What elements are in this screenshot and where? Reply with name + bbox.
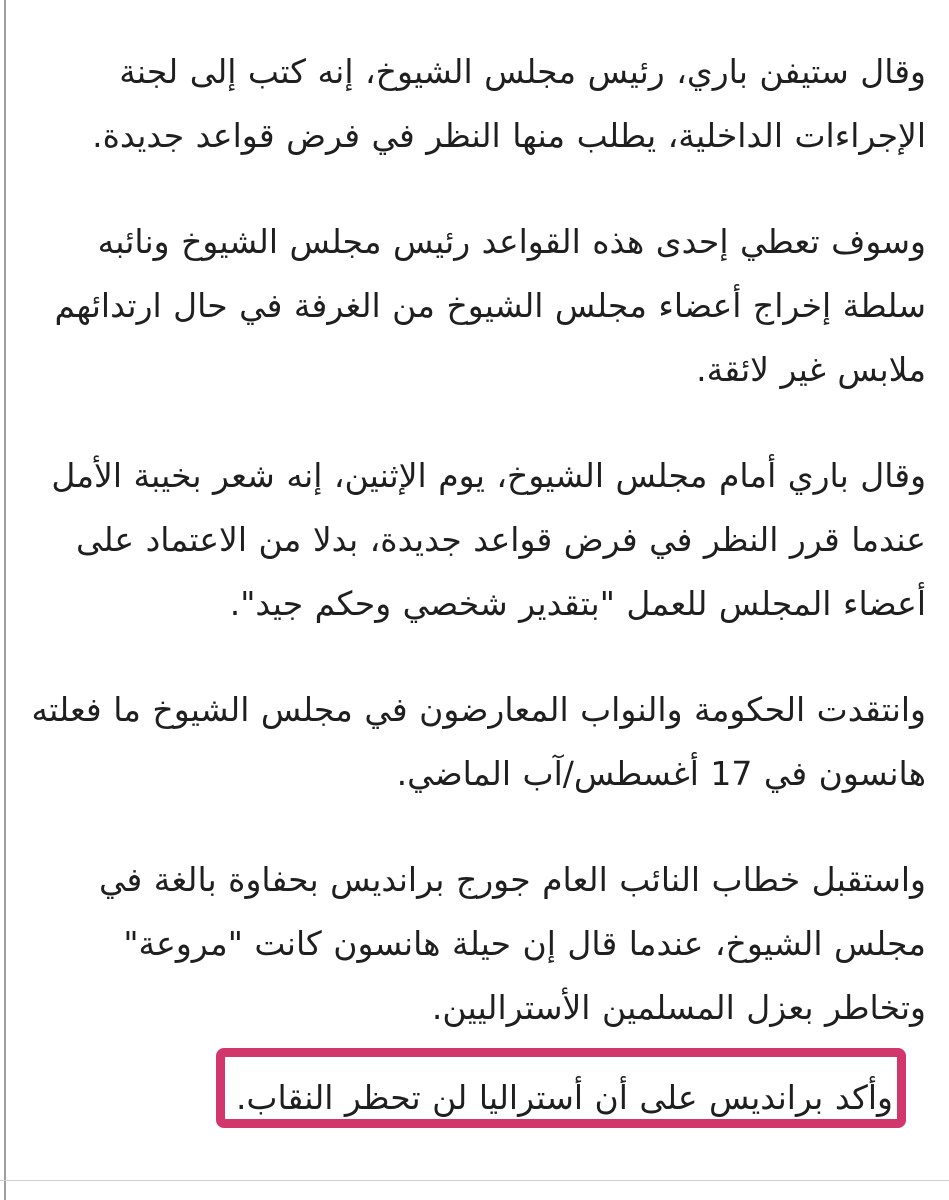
highlighted-paragraph: وأكد برانديس على أن أستراليا لن تحظر النقاب. xyxy=(216,1048,906,1128)
bottom-divider xyxy=(0,1180,949,1181)
left-border-rule xyxy=(4,0,6,1200)
paragraph-3: وقال باري أمام مجلس الشيوخ، يوم الإثنين، إنه شعر بخيبة الأمل عندما قرر النظر في فرض قواعد جديدة، بدلا من الاعتماد على أعضاء المجلس للعمل "بتقدير شخصي وحكم جيد". xyxy=(51,456,926,623)
paragraph-5: واستقبل خطاب النائب العام جورج برانديس بحفاوة بالغة في مجلس الشيوخ، عندما قال إن حيلة هانسون كانت "مروعة" وتخاطر بعزل المسلمين الأستراليين. xyxy=(99,860,926,1027)
paragraph-2: وسوف تعطي إحدى هذه القواعد رئيس مجلس الشيوخ ونائبه سلطة إخراج أعضاء مجلس الشيوخ من الغرفة في حال ارتدائهم ملابس غير لائقة. xyxy=(54,222,926,389)
paragraph-4: وانتقدت الحكومة والنواب المعارضون في مجلس الشيوخ ما فعلته هانسون في 17 أغسطس/آب الماضي. xyxy=(31,690,926,793)
paragraph-1: وقال ستيفن باري، رئيس مجلس الشيوخ، إنه كتب إلى لجنة الإجراءات الداخلية، يطلب منها النظر في فرض قواعد جديدة. xyxy=(92,52,926,155)
article-body xyxy=(28,40,926,1082)
